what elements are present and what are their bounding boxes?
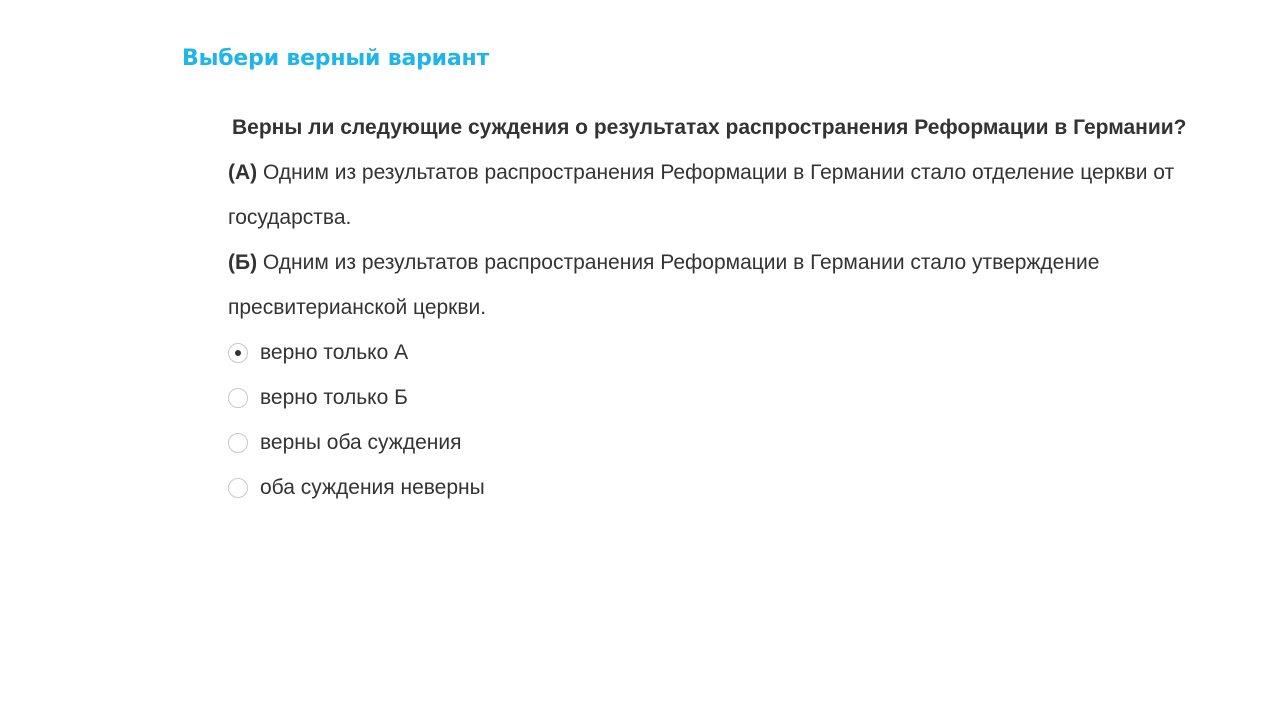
option-label[interactable]: верно только Б [260, 386, 408, 409]
option-both-true[interactable] [228, 420, 1208, 465]
radio-button[interactable] [228, 478, 248, 498]
question-text: Верны ли следующие суждения о результатах распространения Реформации в Германии? [232, 116, 1187, 139]
option-only-b[interactable] [228, 375, 1208, 420]
option-label[interactable]: верно только А [260, 341, 409, 364]
option-label[interactable]: оба суждения неверны [260, 476, 485, 499]
answer-options [228, 330, 1208, 510]
radio-button[interactable] [228, 388, 248, 408]
statement-b-mark: (Б) [228, 251, 258, 274]
task-title: Выбери верный вариант [182, 46, 490, 71]
option-both-false[interactable] [228, 465, 1208, 510]
statement-b [228, 240, 1208, 330]
radio-button-selected[interactable] [228, 343, 248, 363]
question-block [228, 105, 1208, 510]
statement-a-mark: (А) [228, 161, 258, 184]
statement-b-text: Одним из результатов распространения Реформации в Германии стало утверждение пресвитерианской церкви. [228, 251, 1100, 319]
radio-button[interactable] [228, 433, 248, 453]
option-label[interactable]: верны оба суждения [260, 431, 462, 454]
option-only-a[interactable] [228, 330, 1208, 375]
statement-a-text: Одним из результатов распространения Реформации в Германии стало отделение церкви от государства. [228, 161, 1175, 229]
statement-a [228, 150, 1208, 240]
